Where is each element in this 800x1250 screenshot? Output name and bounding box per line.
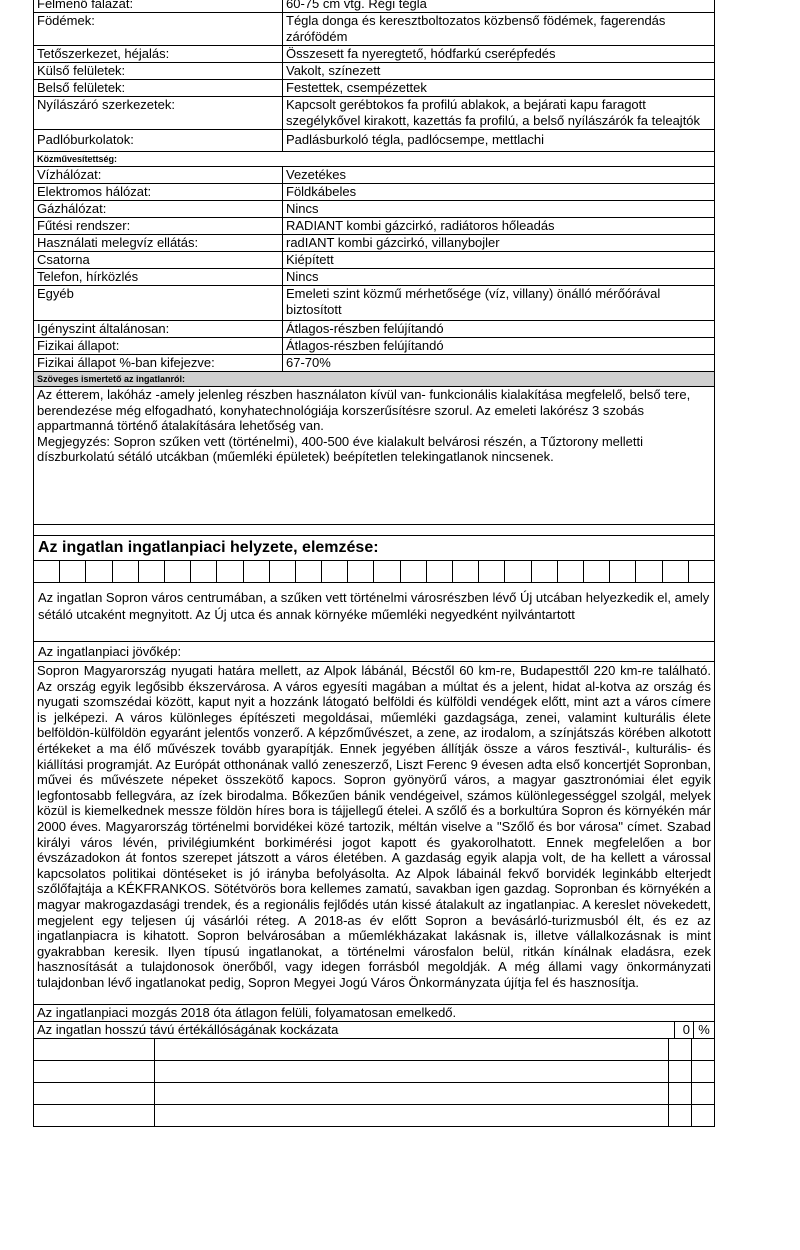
market-location-text: Az ingatlan Sopron város centrumában, a szűken vett történelmi városrészben lévő Új utcában helyezkedik el, amely sétáló utcaként megnyitott. Az Új utca és annak környéke műemléki negyedként nyilvántartott (34, 583, 715, 642)
building-attributes-table (33, 0, 715, 152)
utility-label: Telefon, hírközlés (34, 269, 283, 286)
attr-row-walls (34, 0, 715, 13)
outlook-box (33, 661, 715, 1005)
utility-label: Fűtési rendszer: (34, 218, 283, 235)
attr-label: Tetőszerkezet, héjalás: (34, 46, 283, 63)
attr-row-roof (34, 46, 715, 63)
utilities-table (33, 166, 715, 372)
utility-row (34, 218, 715, 235)
attr-value: Kapcsolt gerébtokos fa profilú ablakok, a bejárati kapu faragott szegélykővel kirakott, kazettás fa profilú, a belső nyílászárók fa teleajtók (283, 97, 715, 130)
utility-value: Kiépített (283, 252, 715, 269)
utility-label: Gázhálózat: (34, 201, 283, 218)
outlook-label-row (33, 641, 715, 662)
section-spacer (33, 525, 715, 535)
attr-value: Festettek, csempézettek (283, 80, 715, 97)
utility-label: Fizikai állapot: (34, 338, 283, 355)
bottom-empty-grid (33, 1038, 715, 1127)
attr-value: Összesett fa nyeregtető, hódfarkú cserépfedés (283, 46, 715, 63)
attr-row-slabs (34, 13, 715, 46)
utility-label: Használati melegvíz ellátás: (34, 235, 283, 252)
utility-row (34, 338, 715, 355)
risk-row (33, 1021, 715, 1039)
utility-value: Átlagos-részben felújítandó (283, 338, 715, 355)
attr-row-floors (34, 130, 715, 152)
utility-row (34, 167, 715, 184)
utility-label: Vízhálózat: (34, 167, 283, 184)
market-title: Az ingatlan ingatlanpiaci helyzete, elemzése: (34, 536, 715, 561)
outlook-label: Az ingatlanpiaci jövőkép: (34, 642, 715, 662)
description-header-label: Szöveges ismertető az ingatlanról: (34, 372, 715, 387)
utility-label: Egyéb (34, 286, 283, 321)
utility-row (34, 184, 715, 201)
attr-label: Felmenő falazat: (34, 0, 283, 13)
valuation-sheet (33, 0, 715, 1127)
utility-value: RADIANT kombi gázcirkó, radiátoros hőleadás (283, 218, 715, 235)
attr-value: Padlásburkoló tégla, padlócsempe, mettlachi (283, 130, 715, 152)
description-box (33, 386, 715, 525)
utility-value: Nincs (283, 201, 715, 218)
market-section-title (33, 535, 715, 561)
description-text: Az étterem, lakóház -amely jelenleg részben használaton kívül van- funkcionális kialakítása megfelelő, belső tere, berendezése még elfogadható, konyhatechnológiája korszerűsítésre szorul. Az emeleti lakórész 3 szobás appartmanná történő átalakítására lehetőség van. (37, 387, 691, 433)
empty-row (34, 1039, 715, 1061)
utility-value: radIANT kombi gázcirkó, villanybojler (283, 235, 715, 252)
utility-label: Csatorna (34, 252, 283, 269)
empty-row (34, 1105, 715, 1127)
risk-unit: % (694, 1022, 715, 1039)
utility-value: Átlagos-részben felújítandó (283, 321, 715, 338)
attr-value: Vakolt, színezett (283, 63, 715, 80)
attr-row-openings (34, 97, 715, 130)
attr-label: Belső felületek: (34, 80, 283, 97)
attr-row-exterior (34, 63, 715, 80)
attr-label: Padlóburkolatok: (34, 130, 283, 152)
utilities-header (33, 151, 715, 167)
utility-value: Földkábeles (283, 184, 715, 201)
description-cell (34, 387, 715, 525)
risk-label: Az ingatlan hosszú távú értékállóságának kockázata (34, 1022, 675, 1039)
empty-row (34, 1083, 715, 1105)
market-location-box (33, 582, 715, 642)
description-note: Megjegyzés: Sopron szűken vett (történelmi), 400-500 éve kialakult belvárosi részén, a Tűztorony melletti díszburkolatú sétáló utcákban (műemléki épületek) beépítetlen telekingatlanok nincsenek. (37, 433, 643, 464)
utility-row (34, 201, 715, 218)
market-movement-text: Az ingatlanpiaci mozgás 2018 óta átlagon felüli, folyamatosan emelkedő. (34, 1005, 715, 1022)
utility-row (34, 321, 715, 338)
attr-label: Külső felületek: (34, 63, 283, 80)
utility-row (34, 286, 715, 321)
utility-row (34, 235, 715, 252)
attr-row-interior (34, 80, 715, 97)
attr-label: Nyílászáró szerkezetek: (34, 97, 283, 130)
utility-label: Igényszint általánosan: (34, 321, 283, 338)
description-header (33, 371, 715, 387)
utility-row (34, 355, 715, 372)
utilities-header-label: Közművesítettség: (34, 152, 715, 167)
utility-value: Emeleti szint közmű mérhetősége (víz, villany) önálló mérőórával biztosított (283, 286, 715, 321)
empty-grid-row (33, 560, 715, 583)
utility-label: Fizikai állapot %-ban kifejezve: (34, 355, 283, 372)
utility-value: Nincs (283, 269, 715, 286)
attr-value: 60-75 cm vtg. Régi tégla (283, 0, 715, 13)
empty-row (34, 1061, 715, 1083)
utility-value: 67-70% (283, 355, 715, 372)
risk-value: 0 (675, 1022, 694, 1039)
utility-value: Vezetékes (283, 167, 715, 184)
market-movement-row (33, 1004, 715, 1022)
outlook-text: Sopron Magyarország nyugati határa mellett, az Alpok lábánál, Bécstől 60 km-re, Budapesttől 220 km-re található. Az ország egyik legősibb ékszervárosa. A város egyesíti magában a múltat és a jelent, hidat al-kotva az ország és nyugati szomszédai között, kaput nyit a hozzánk látogató belföldi és külföldi vendégek előtt, mint azt a város címere is jelképezi. A város különleges építészeti megoldásai, műemléki gazdagsága, zenei, valamint kulturális élete belföldön-külföldön egyaránt jelentős vonzerő. A képzőművészet, a zene, az irodalom, a színjátszás körében alkotott értékeket a ma élő művészek tovább gyarapítják. Ennek jegyében állítják össze a város fesztivál-, kulturális- és kiállítási programját. Az Európát otthonának valló zeneszerző, Liszt Ferenc 9 évesen adta első koncertjét Sopronban, művei és művészete népeket összekötő kapocs. Sopron gyönyörű város, a magyar gasztronómiai élet egyik legfontosabb fellegvára, az ízek birodalma. Bőkezűen bánik vendégeivel, számos különlegességgel szolgál, melyek közül is kiemelkednek messze földön híres bora is tájjellegű ételei. A szőlő és a borkultúra Sopron és környékén már 2000 éves. Magyarország történelmi borvidékei közé tartozik, méltán viselve a "Szőlő és bor városa" címet. Szabad királyi város lévén, privilégiumként borkimérési jogot kapott és gyakorolhatott. Ennek megfelelően a bor évszázadokon át fontos szerepet játszott a város életében. A gazdaság egyik alapja volt, de ha kellett a várossal kapcsolatos politikai döntéseket is jó irányba befolyásolta. Az Alpok lábainál fekvő borvidék leginkább elterjedt szőlőfajtája a KÉKFRANKOS. Sötétvörös bora kellemes zamatú, savakban igen gazdag. Sopronban és környékén a magyar makrogazdasági trendek, és a regionális fejlődés után kissé átalakult az ingatlanpiac. A kereslet növekedett, megjelent egy teljesen új vásárlói réteg. A 2018-as év előtt Sopron a bevásárló-turizmusból élt, és ez az ingatlanpiacra is kihatott. Sopron belvárosában a műemlékházakat lakásnak is, illetve vállalkozásnak is mint gyakrabban keresik. Ilyen típusú ingatlanokat, a történelmi városfalon belül, ritkán kínálnak eladásra, ezek hasznosítását a tulajdonosok önerőből, vagy idegen forrásból megoldják. A még állami vagy önkormányzati tulajdonban lévő ingatlanokat pedig, Sopron Megyei Jogú Város Önkormányzata újítja fel és hasznosítja. (34, 662, 715, 1005)
utility-row (34, 252, 715, 269)
utility-row (34, 269, 715, 286)
attr-label: Födémek: (34, 13, 283, 46)
utility-label: Elektromos hálózat: (34, 184, 283, 201)
attr-value: Tégla donga és keresztboltozatos közbenső födémek, fagerendás zárófödém (283, 13, 715, 46)
